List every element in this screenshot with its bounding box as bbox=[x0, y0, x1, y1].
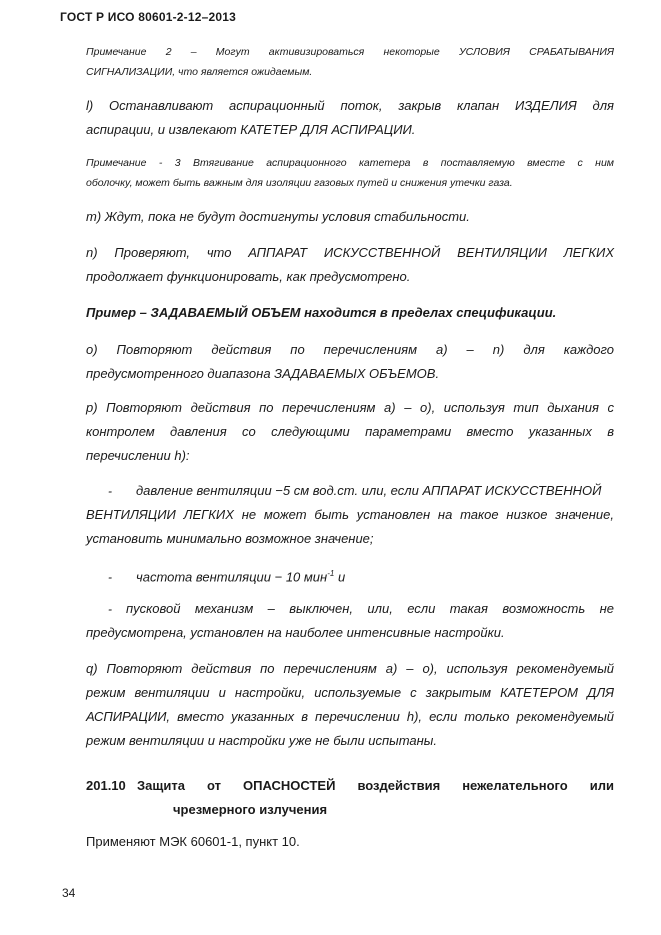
bullet-3-dash: - bbox=[108, 602, 112, 616]
note-2-line-1: Примечание 2 – Могут активизироваться некоторые УСЛОВИЯ СРАБАТЫВАНИЯ bbox=[86, 46, 614, 58]
bullet-2 bbox=[108, 562, 614, 589]
bullet-2-superscript: -1 bbox=[327, 569, 335, 578]
bullet-3-line-1-text: пусковой механизм – выключен, или, если такая возможность не bbox=[126, 601, 614, 616]
item-o bbox=[86, 338, 614, 386]
item-n bbox=[86, 241, 614, 289]
item-n-line-1: n) Проверяют, что АППАРАТ ИСКУССТВЕННОЙ ВЕНТИЛЯЦИИ ЛЕГКИХ bbox=[86, 245, 614, 260]
bullet-1-line-1 bbox=[108, 479, 614, 503]
bullet-1 bbox=[86, 479, 614, 551]
item-p-line-1: p) Повторяют действия по перечислениям а) – о), используя тип дыхания с bbox=[86, 400, 614, 415]
note-3-line-1: Примечание - 3 Втягивание аспирационного катетера в поставляемую вместе с ним bbox=[86, 157, 614, 169]
section-title-line-1: Защита от ОПАСНОСТЕЙ воздействия нежелательного или bbox=[137, 778, 614, 793]
item-o-line-2: предусмотренного диапазона ЗАДАВАЕМЫХ ОБЪЕМОВ. bbox=[86, 366, 440, 381]
item-m-line-1: m) Ждут, пока не будут достигнуты условия стабильности. bbox=[86, 209, 470, 224]
item-l-line-1: l) Останавливают аспирационный поток, закрыв клапан ИЗДЕЛИЯ для bbox=[86, 98, 614, 113]
section-title bbox=[137, 774, 614, 822]
section-title-line-2: чрезмерного излучения bbox=[173, 802, 328, 817]
note-2 bbox=[86, 42, 614, 82]
item-q-line-1: q) Повторяют действия по перечислениям а) – о), используя рекомендуемый bbox=[86, 661, 614, 676]
item-p-line-3: перечислении h): bbox=[86, 448, 190, 463]
bullet-2-line bbox=[108, 562, 614, 589]
applies-text: Применяют МЭК 60601-1, пункт 10. bbox=[86, 834, 300, 849]
note-3-line-2: оболочку, может быть важным для изоляции газовых путей и снижения утечки газа. bbox=[86, 177, 513, 189]
bullet-2-text-before: частота вентиляции − 10 мин bbox=[136, 569, 328, 585]
item-l-line-2: аспирации, и извлекают КАТЕТЕР ДЛЯ АСПИРАЦИИ. bbox=[86, 122, 416, 137]
bullet-2-text-after: и bbox=[334, 569, 346, 585]
document-header: ГОСТ Р ИСО 80601-2-12–2013 bbox=[60, 10, 236, 24]
item-p-line-2: контролем давления со следующими параметрами вместо указанных в bbox=[86, 424, 614, 439]
item-l bbox=[86, 94, 614, 142]
item-q-line-2: режим вентиляции и настройки, используемые с закрытым КАТЕТЕРОМ ДЛЯ bbox=[86, 685, 614, 700]
example-text: Пример – ЗАДАВАЕМЫЙ ОБЪЕМ находится в пределах спецификации. bbox=[86, 305, 557, 320]
item-p bbox=[86, 396, 614, 468]
note-2-line-2: СИГНАЛИЗАЦИИ, что является ожидаемым. bbox=[86, 66, 313, 78]
note-3 bbox=[86, 153, 614, 193]
bullet-1-line-2: ВЕНТИЛЯЦИИ ЛЕГКИХ не может быть установлен на такое низкое значение, bbox=[86, 507, 614, 522]
page-number: 34 bbox=[62, 886, 76, 900]
item-n-line-2: продолжает функционировать, как предусмотрено. bbox=[86, 269, 411, 284]
section-number: 201.10 bbox=[86, 778, 126, 793]
item-m bbox=[86, 205, 614, 229]
bullet-3 bbox=[86, 597, 614, 645]
item-q bbox=[86, 657, 614, 753]
item-q-line-4: режим вентиляции и настройки уже не были испытаны. bbox=[86, 733, 437, 748]
bullet-2-dash: - bbox=[108, 570, 112, 585]
bullet-3-line-1 bbox=[108, 597, 614, 621]
bullet-3-line-2: предусмотрена, установлен на наиболее интенсивные настройки. bbox=[86, 625, 505, 640]
item-q-line-3: АСПИРАЦИИ, вместо указанных в перечислении h), если только рекомендуемый bbox=[86, 709, 614, 724]
bullet-1-line-1-text: давление вентиляции −5 см вод.ст. или, если АППАРАТ ИСКУССТВЕННОЙ bbox=[136, 483, 602, 498]
bullet-1-line-3: установить минимально возможное значение; bbox=[86, 531, 374, 546]
item-o-line-1: o) Повторяют действия по перечислениям а) – n) для каждого bbox=[86, 342, 614, 357]
bullet-1-dash: - bbox=[108, 484, 112, 498]
